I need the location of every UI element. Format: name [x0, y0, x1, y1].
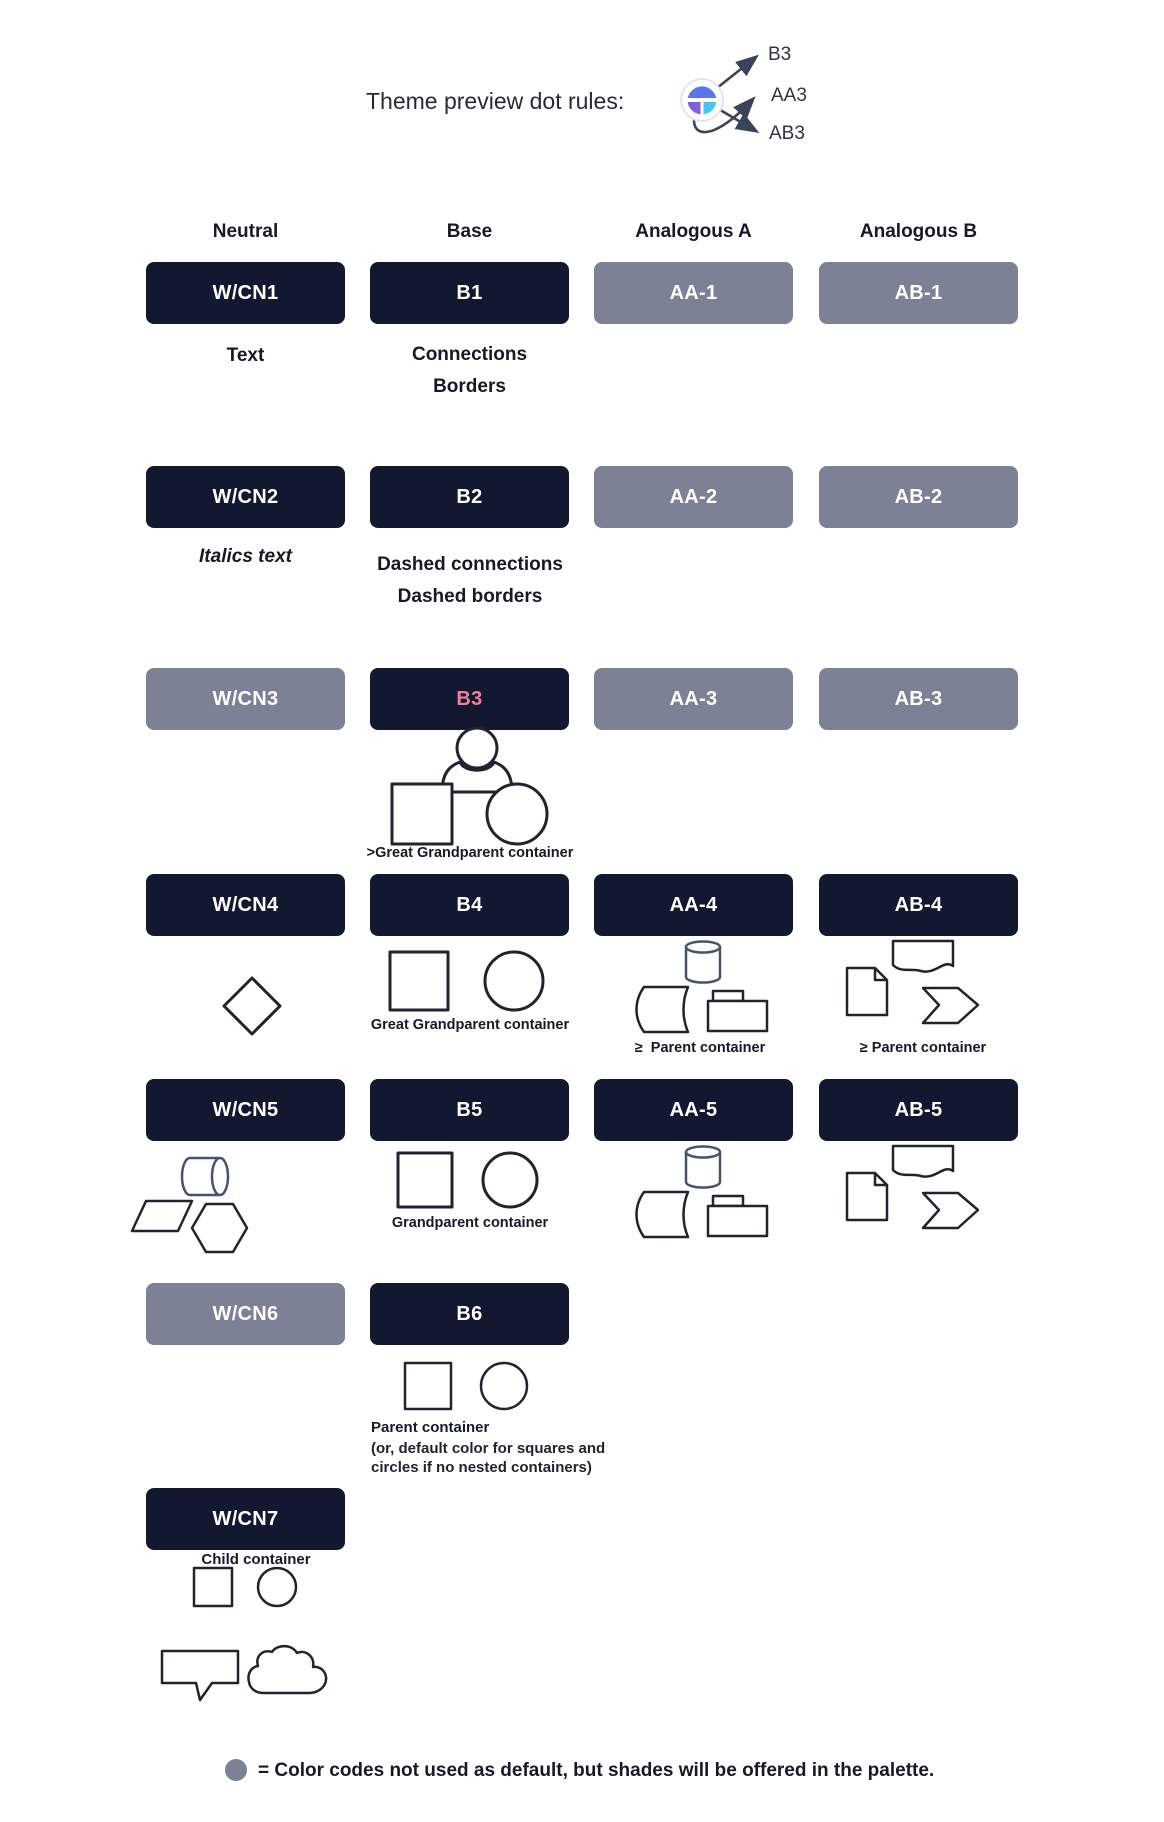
document-wavy-shape [893, 1146, 953, 1177]
swatch-b3 [370, 668, 569, 730]
wcn5-shape-cluster [130, 1150, 255, 1255]
caption-parent-note-1: (or, default color for squares and [371, 1440, 606, 1457]
caption-borders: Borders [433, 376, 506, 397]
cylinder-top-shape [686, 942, 720, 953]
caption-parent-aa: ≥ Parent container [634, 1040, 766, 1056]
swatch-wcn1-label: W/CN1 [212, 281, 279, 304]
caption-parent-note-2: circles if no nested containers) [371, 1459, 592, 1476]
caption-italics-text: Italics text [199, 546, 292, 567]
swatch-b3-label: B3 [456, 687, 483, 710]
chevron-arrow-shape [923, 988, 978, 1023]
stored-data-shape [637, 987, 689, 1032]
circle-shape [481, 1363, 527, 1409]
page-title: Theme preview dot rules: [366, 88, 625, 114]
circle-shape [483, 1153, 537, 1207]
cloud-shape [248, 1646, 326, 1693]
caption-parent-container: Parent container [371, 1419, 490, 1436]
swatch-ab2 [819, 466, 1018, 528]
swatch-b5 [370, 1079, 569, 1141]
swatch-b1-label: B1 [456, 281, 483, 304]
aa4-shape-cluster [630, 938, 770, 1036]
column-header-neutral: Neutral [212, 221, 279, 242]
circle-shape [258, 1568, 296, 1606]
swatch-b4-label: B4 [456, 893, 483, 916]
folder-shape [708, 1206, 767, 1236]
caption-connections: Connections [411, 344, 528, 365]
hexagon-shape [192, 1204, 247, 1252]
caption-great-grandparent: Great Grandparent container [370, 1017, 570, 1033]
swatch-ab4-label: AB-4 [894, 893, 943, 916]
swatch-ab5-label: AB-5 [894, 1098, 943, 1121]
square-shape [398, 1153, 452, 1207]
folder-shape [708, 1001, 767, 1031]
wcn4-shape-cluster [222, 976, 282, 1036]
caption-dashed-connections: Dashed connections [377, 554, 563, 575]
swatch-ab3 [819, 668, 1018, 730]
theme-dot-icon [681, 79, 723, 121]
swatch-aa5-label: AA-5 [669, 1098, 718, 1121]
swatch-wcn7 [146, 1488, 345, 1550]
ab4-shape-cluster [845, 938, 985, 1033]
swatch-ab5 [819, 1079, 1018, 1141]
card-folded-corner-shape [847, 1173, 887, 1220]
swatch-aa3 [594, 668, 793, 730]
swatch-ab1-label: AB-1 [894, 281, 943, 304]
caption-parent-ab: ≥ Parent container [859, 1040, 987, 1056]
swatch-wcn6 [146, 1283, 345, 1345]
folder-tab-shape [713, 1196, 743, 1206]
swatch-b2-label: B2 [456, 485, 483, 508]
wcn7-bubble-cluster [160, 1641, 335, 1703]
swatch-wcn3 [146, 668, 345, 730]
ab5-shape-cluster [845, 1143, 985, 1238]
swatch-aa5 [594, 1079, 793, 1141]
swatch-b6-label: B6 [456, 1302, 483, 1325]
b6-shape-cluster [403, 1361, 533, 1413]
dot-rule-label-aa3: AA3 [771, 85, 807, 106]
stored-data-shape [637, 1192, 689, 1237]
square-shape [405, 1363, 451, 1409]
swatch-wcn5-label: W/CN5 [212, 1098, 279, 1121]
diamond-shape [224, 978, 280, 1034]
column-header-base: Base [446, 221, 493, 242]
swatch-aa1 [594, 262, 793, 324]
wcn7-shape-cluster [192, 1566, 302, 1610]
caption-great-grandparent-gt: >Great Grandparent container [366, 845, 574, 861]
swatch-b2 [370, 466, 569, 528]
swatch-ab2-label: AB-2 [894, 485, 943, 508]
person-head-shape [457, 728, 497, 768]
document-wavy-shape [893, 941, 953, 972]
swatch-b4 [370, 874, 569, 936]
swatch-aa4-label: AA-4 [669, 893, 718, 916]
caption-dashed-borders: Dashed borders [397, 586, 543, 607]
caption-child-container: Child container [201, 1551, 311, 1568]
card-folded-corner-shape [847, 968, 887, 1015]
folder-tab-shape [713, 991, 743, 1001]
swatch-aa3-label: AA-3 [669, 687, 718, 710]
swatch-wcn4 [146, 874, 345, 936]
swatch-aa2-label: AA-2 [669, 485, 718, 508]
swatch-b5-label: B5 [456, 1098, 483, 1121]
swatch-wcn7-label: W/CN7 [212, 1507, 279, 1530]
aa5-shape-cluster [630, 1143, 770, 1241]
swatch-wcn4-label: W/CN4 [212, 893, 279, 916]
b4-shape-cluster [388, 950, 548, 1014]
circle-shape [485, 952, 543, 1010]
dot-rule-label-b3: B3 [768, 44, 792, 65]
square-shape [392, 784, 452, 844]
swatch-wcn1 [146, 262, 345, 324]
swatch-b1 [370, 262, 569, 324]
circle-shape [487, 784, 547, 844]
legend-color-dot [225, 1759, 247, 1781]
horizontal-cylinder-end-shape [212, 1158, 228, 1195]
cylinder-top-shape [686, 1147, 720, 1158]
swatch-b6 [370, 1283, 569, 1345]
square-shape [194, 1568, 232, 1606]
chevron-arrow-shape [923, 1193, 978, 1228]
square-shape [390, 952, 448, 1010]
swatch-ab4 [819, 874, 1018, 936]
theme-preview-dot-diagram [652, 30, 782, 148]
swatch-wcn6-label: W/CN6 [212, 1302, 279, 1325]
parallelogram-shape [132, 1201, 192, 1231]
column-header-analogous-b: Analogous B [859, 221, 978, 242]
caption-grandparent: Grandparent container [391, 1215, 549, 1231]
swatch-wcn2 [146, 466, 345, 528]
swatch-aa4 [594, 874, 793, 936]
dot-rule-label-ab3: AB3 [769, 123, 805, 144]
swatch-wcn5 [146, 1079, 345, 1141]
legend-text: = Color codes not used as default, but shades will be offered in the palette. [258, 1760, 935, 1781]
column-header-analogous-a: Analogous A [635, 221, 752, 242]
b5-shape-cluster [396, 1151, 541, 1211]
b3-shape-cluster [385, 724, 555, 849]
swatch-ab3-label: AB-3 [894, 687, 943, 710]
swatch-ab1 [819, 262, 1018, 324]
swatch-aa1-label: AA-1 [669, 281, 718, 304]
caption-text: Text [226, 345, 265, 366]
swatch-wcn3-label: W/CN3 [212, 687, 279, 710]
swatch-aa2 [594, 466, 793, 528]
speech-bubble-shape [162, 1651, 238, 1700]
swatch-wcn2-label: W/CN2 [212, 485, 279, 508]
